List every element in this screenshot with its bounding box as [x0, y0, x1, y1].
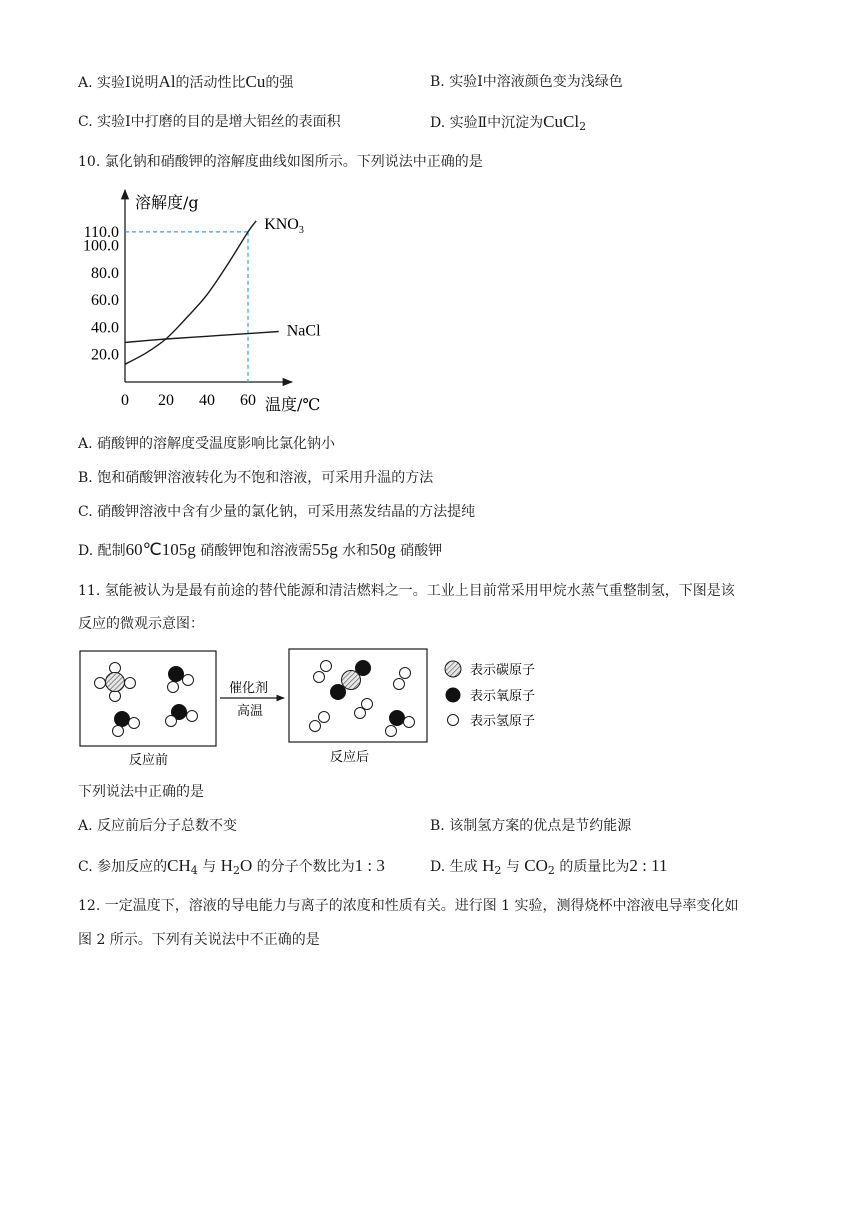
q11-option-a: A. 反应前后分子总数不变 — [78, 818, 238, 834]
reaction-diagram — [70, 640, 570, 770]
x-tick-label: 40 — [199, 392, 215, 409]
carbon-dioxide-molecule — [330, 660, 371, 700]
hydrogen-molecule — [355, 699, 373, 719]
before-reaction-box — [80, 651, 216, 746]
y-tick-label: 100.0 — [83, 237, 119, 255]
q12-stem-line1: 12. 一定温度下，溶液的导电能力与离子的浓度和性质有关。进行图 1 实验，测得烧杯中溶液电导率变化如 — [78, 898, 739, 914]
legend-carbon — [445, 661, 535, 678]
water-molecule — [168, 666, 194, 693]
water-molecule — [386, 710, 415, 737]
solubility-chart — [70, 182, 340, 418]
q10-option-c: C. 硝酸钾溶液中含有少量的氯化钠，可采用蒸发结晶的方法提纯 — [78, 504, 476, 520]
methane-molecule — [95, 663, 136, 702]
q11-option-c: C. 参加反应的$CH_4$ 与 $H_2O$ 的分子个数比为1 : 3 — [78, 856, 385, 877]
water-molecule — [166, 704, 198, 727]
y-tick-label: 110.0 — [83, 223, 119, 241]
x-tick-label: 0 — [121, 392, 129, 409]
water-molecule — [113, 711, 140, 737]
catalyst-label: 催化剂 — [229, 681, 269, 696]
series-line-nacl — [125, 331, 279, 342]
q11-stem-line2: 反应的微观示意图： — [78, 616, 204, 632]
series-label-kno: $KNO_3$ — [264, 215, 304, 236]
q10-option-d: D. 配制60℃105g 硝酸钾饱和溶液需55g 水和50g 硝酸钾 — [78, 540, 443, 559]
q10-stem: 10. 氯化钠和硝酸钾的溶解度曲线如图所示。下列说法中正确的是 — [78, 154, 483, 170]
q9-option-d: D. 实验Ⅱ中沉淀为CuCl$_2$ — [430, 112, 587, 133]
y-tick-label: 40.0 — [91, 319, 119, 337]
series-label-nacl: NaCl — [286, 322, 321, 340]
after-caption: 反应后 — [330, 750, 370, 765]
x-axis-label: 温度/℃ — [265, 395, 321, 414]
y-tick-label: 20.0 — [91, 346, 119, 364]
legend-hydrogen — [448, 714, 536, 729]
q11-option-d: D. 生成 $H_2$ 与 $CO_2$ 的质量比为2 : 11 — [430, 856, 668, 877]
svg-text:表示碳原子: 表示碳原子 — [470, 663, 536, 678]
hydrogen-molecule — [310, 712, 330, 732]
svg-text:表示氢原子: 表示氢原子 — [470, 714, 536, 729]
series-line-kno — [125, 221, 256, 364]
q9-option-c: C. 实验Ⅰ中打磨的目的是增大铝丝的表面积 — [78, 114, 341, 130]
q9-option-b: B. 实验Ⅰ中溶液颜色变为浅绿色 — [430, 74, 623, 90]
x-tick-label: 20 — [158, 392, 174, 409]
q9-option-a: A. 实验Ⅰ说明Al的活动性比Cu的强 — [78, 72, 294, 91]
y-tick-label: 60.0 — [91, 292, 119, 310]
before-caption: 反应前 — [129, 753, 169, 768]
q11-option-b: B. 该制氢方案的优点是节约能源 — [430, 818, 632, 834]
legend-oxygen — [446, 688, 536, 705]
svg-text:表示氧原子: 表示氧原子 — [470, 689, 536, 704]
hydrogen-molecule — [314, 661, 332, 683]
q11-stem-line1: 11. 氢能被认为是最有前途的替代能源和清洁燃料之一。工业上目前常采用甲烷水蒸气重整制氢，下图是该 — [78, 583, 735, 599]
q10-option-a: A. 硝酸钾的溶解度受温度影响比氯化钠小 — [78, 436, 336, 452]
x-tick-label: 60 — [240, 392, 256, 409]
y-tick-label: 80.0 — [91, 264, 119, 282]
q10-option-b: B. 饱和硝酸钾溶液转化为不饱和溶液，可采用升温的方法 — [78, 470, 434, 486]
y-axis-label: 溶解度/g — [135, 193, 199, 212]
q11-question: 下列说法中正确的是 — [78, 784, 204, 800]
q12-stem-line2: 图 2 所示。下列有关说法中不正确的是 — [78, 932, 320, 948]
high-temperature-label: 高温 — [237, 704, 264, 719]
hydrogen-molecule — [394, 668, 411, 690]
